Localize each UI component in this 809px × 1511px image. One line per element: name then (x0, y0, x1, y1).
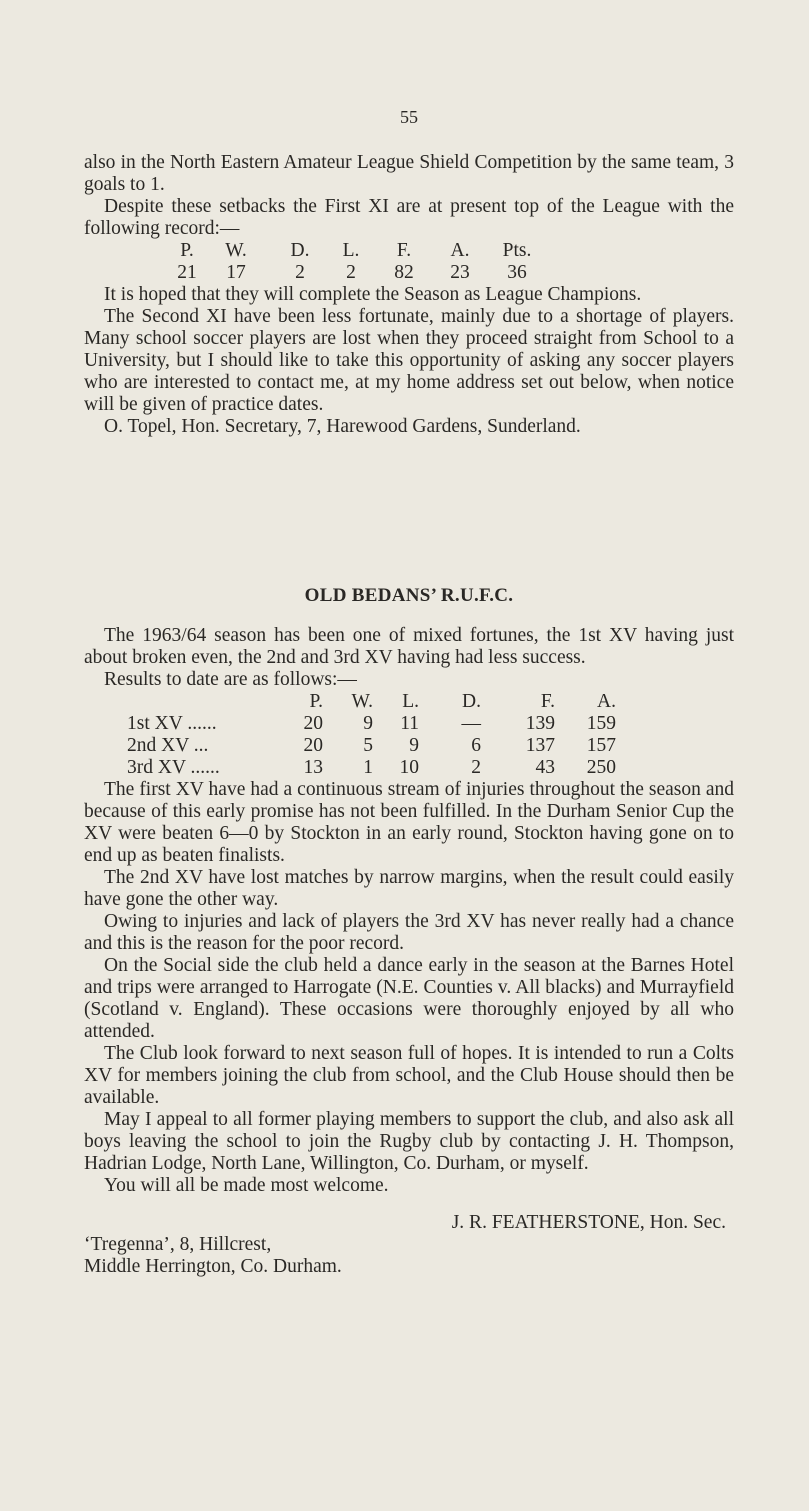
league-record-table (177, 240, 545, 284)
table-cell: 13 (303, 757, 323, 778)
address-line: Middle Herrington, Co. Durham. (84, 1256, 342, 1277)
rugby-section (84, 625, 734, 1278)
team-name: 1st XV ...... (127, 713, 217, 734)
table-cell: 17 (226, 262, 246, 283)
results-table (127, 691, 616, 779)
paragraph: also in the North Eastern Amateur League Shield Competition by the same team, 3 goals to 1. (84, 152, 734, 195)
paragraph: The first XV have had a continuous stream of injuries throughout the season and because of this early promise has not been fulfilled. In the Durham Senior Cup the XV were beaten 6—0 by Stockton in an early round, Stockton having gone on to end up as beaten finalists. (84, 779, 734, 866)
table-header: P. (309, 691, 323, 712)
table-cell: 20 (303, 713, 323, 734)
table-cell: — (461, 713, 481, 734)
paragraph: On the Social side the club held a dance early in the season at the Barnes Hotel and trips were arranged to Harrogate (N.E. Counties v. All blacks) and Murrayfield (Scotland v. England). These occasions were thoroughly enjoyed by all who attended. (84, 955, 734, 1042)
table-cell: 1 (363, 757, 373, 778)
page-number: 55 (400, 107, 418, 127)
paragraph: Despite these setbacks the First XI are at present top of the League with the following record:— (84, 196, 734, 239)
paragraph: Results to date are as follows:— (104, 669, 357, 690)
table-header: L. (402, 691, 419, 712)
table-cell: 23 (450, 262, 470, 283)
table-cell: 21 (177, 262, 197, 283)
paragraph: The Club look forward to next season full of hopes. It is intended to run a Colts XV for members joining the club from school, and the Club House should then be available. (84, 1043, 734, 1108)
table-header: A. (597, 691, 616, 712)
table-cell: 139 (525, 713, 555, 734)
paragraph: You will all be made most welcome. (104, 1175, 389, 1196)
table-header: F. (540, 691, 555, 712)
table-row (177, 262, 545, 284)
table-row (127, 735, 616, 757)
table-header: F. (396, 240, 412, 261)
table-header: D. (290, 240, 310, 261)
paragraph: O. Topel, Hon. Secretary, 7, Harewood Gardens, Sunderland. (104, 416, 581, 437)
table-header: Pts. (502, 240, 532, 261)
table-cell: 250 (586, 757, 616, 778)
paragraph: The 2nd XV have lost matches by narrow margins, when the result could easily have gone the other way. (84, 867, 734, 910)
table-cell: 20 (303, 735, 323, 756)
table-cell: 2 (295, 262, 305, 283)
paragraph: Owing to injuries and lack of players the 3rd XV has never really had a chance and this is the reason for the poor record. (84, 911, 734, 954)
table-header: W. (225, 240, 247, 261)
paragraph: It is hoped that they will complete the Season as League Champions. (104, 284, 642, 305)
table-row (127, 713, 616, 735)
table-cell: 2 (346, 262, 356, 283)
table-cell: 5 (363, 735, 373, 756)
table-cell: 82 (394, 262, 414, 283)
table-header: A. (450, 240, 470, 261)
table-cell: 2 (471, 757, 481, 778)
table-header: L. (342, 240, 360, 261)
table-header: W. (351, 691, 373, 712)
table-cell: 9 (409, 735, 419, 756)
table-cell: 10 (399, 757, 419, 778)
team-name: 2nd XV ... (127, 735, 209, 756)
section-heading: OLD BEDANS’ R.U.F.C. (304, 585, 514, 606)
table-cell: 36 (507, 262, 527, 283)
table-cell: 6 (471, 735, 481, 756)
signature: J. R. FEATHERSTONE, Hon. Sec. (451, 1212, 726, 1233)
address-line: ‘Tregenna’, 8, Hillcrest, (84, 1234, 272, 1255)
table-header: D. (462, 691, 481, 712)
table-header-row (177, 240, 545, 262)
table-cell: 159 (586, 713, 616, 734)
table-cell: 43 (535, 757, 555, 778)
paragraph: The Second XI have been less fortunate, mainly due to a shortage of players. Many school soccer players are lost when they proceed straight from School to a University, but I should like to take this opportunity of asking any soccer players who are interested to contact me, at my home address set out below, when notice will be given of practice dates. (84, 306, 734, 415)
table-header-row (127, 691, 616, 713)
table-cell: 137 (525, 735, 555, 756)
table-row (127, 757, 616, 779)
table-cell: 157 (586, 735, 616, 756)
table-cell: 11 (400, 713, 419, 734)
soccer-section (84, 152, 734, 438)
table-cell: 9 (363, 713, 373, 734)
paragraph: May I appeal to all former playing members to support the club, and also ask all boys leaving the school to join the Rugby club by contacting J. H. Thompson, Hadrian Lodge, North Lane, Willington, Co. Durham, or myself. (84, 1109, 734, 1174)
table-header: P. (180, 240, 194, 261)
team-name: 3rd XV ...... (127, 757, 220, 778)
paragraph: The 1963/64 season has been one of mixed fortunes, the 1st XV having just about broken even, the 2nd and 3rd XV having had less success. (84, 625, 734, 668)
